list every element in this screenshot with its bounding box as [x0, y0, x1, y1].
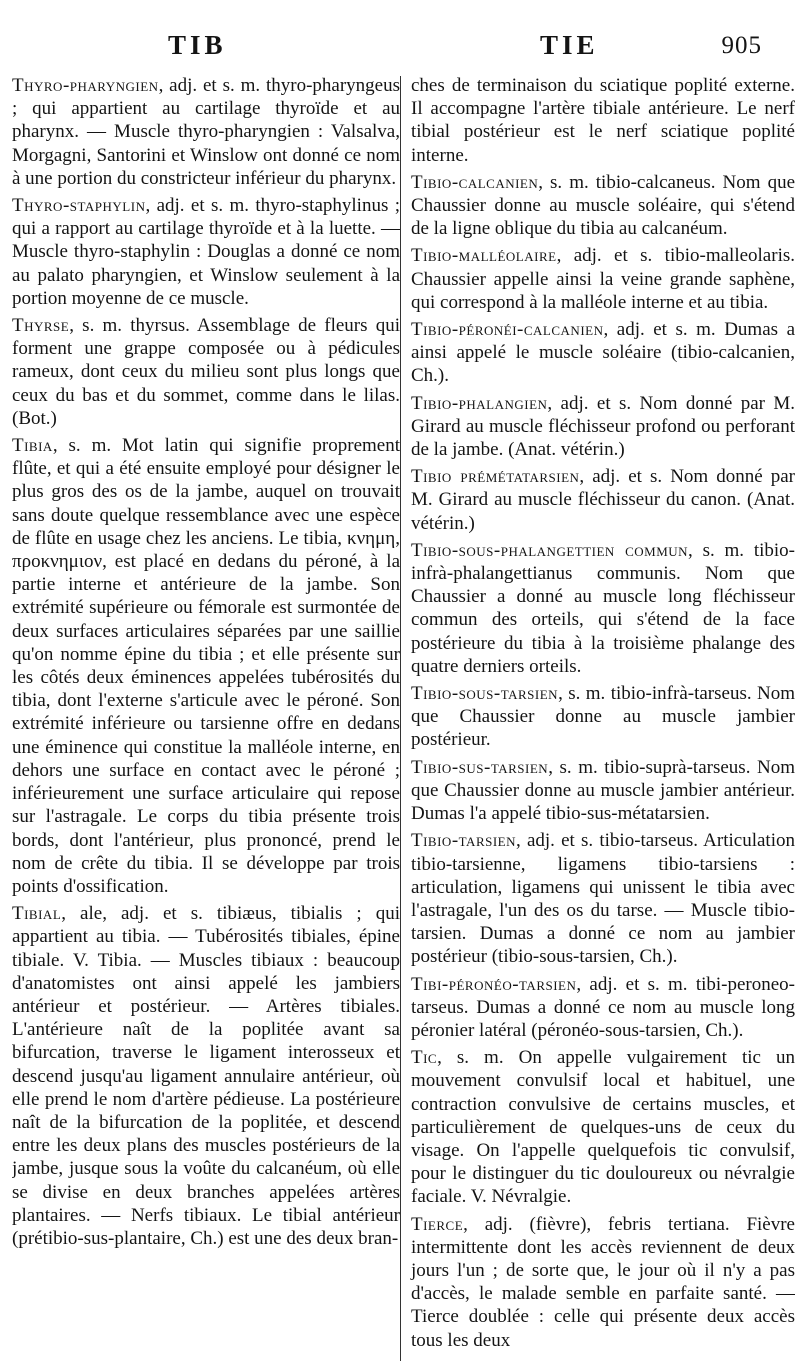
entry-headword: Tibio-sous-tarsien [411, 683, 559, 705]
entry-headword: Tibi-péronéo-tarsien [411, 973, 577, 995]
dictionary-entry [407, 829, 795, 968]
dictionary-entry [12, 434, 400, 898]
dictionary-entry [407, 465, 795, 535]
entry-headword: Tibio-sous-phalangettien commun [411, 539, 689, 561]
entry-headword: Tibio prémétatarsien [411, 466, 580, 488]
entry-headword: Tibio-calcanien [411, 171, 539, 193]
entry-text: , s. m. On appelle vulgairement tic un mouvement convulsif local et habituel, une contraction convulsive de certains muscles, et particulièrement de quelques-uns de ceux du visage. On l'appelle quelquefois tic convulsif, pour le distinguer du tic douloureux ou névralgie faciale. V. Névralgie. [411, 1047, 795, 1208]
dictionary-entry [407, 973, 795, 1043]
column-rule [400, 76, 401, 1361]
entry-headword: Tibio-malléolaire [411, 245, 557, 267]
entry-headword: Tibial [12, 903, 62, 925]
running-head-center: TIE [540, 30, 599, 60]
entry-headword: Tierce [411, 1213, 464, 1235]
entry-headword: Tibia [12, 435, 53, 457]
running-header [0, 30, 800, 70]
entry-text: , adj. et s. tibio-malleolaris. Chaussier appelle ainsi la veine grande saphène, qui correspond à la malléole interne et au tibia. [411, 245, 795, 313]
entry-headword: Thyro-staphylin [12, 195, 146, 217]
entry-text: , s. m. tibio-infrà-phalangettianus communis. Nom que Chaussier a donné au muscle long fléchisseur commun des orteils, qui s'étend de la face postérieure du tibia à la troisième phalange des quatre derniers orteils. [411, 539, 795, 677]
dictionary-entry [12, 902, 400, 1250]
entry-text: , s. m. tibio-suprà-tarseus. Nom que Chaussier donne au muscle jambier antérieur. Dumas l'a appelé tibio-sus-métatarsien. [411, 756, 795, 825]
entry-text: , adj. et s. m. thyro-staphylinus ; qui a rapport au cartilage thyroïde et à la luette. — Muscle thyro-staphylin : Douglas a donné ce nom au palato pharyngien, et Winslow seulement à la portion moyenne de ce muscle. [12, 195, 400, 309]
entry-text: , adj. et s. tibio-tarseus. Articulation tibio-tarsienne, ligamens tibio-tarsiens : articulation, ligamens qui unissent le tibia avec l'astragale, l'un des os du tarse. — Muscle tibio-tarsien. Dumas a donné ce nom au jambier postérieur (tibio-sous-tarsien, Ch.). [411, 830, 795, 968]
dictionary-entry [407, 1213, 795, 1352]
entry-text: , s. m. tibio-infrà-tarseus. Nom que Chaussier donne au muscle jambier postérieur. [411, 683, 795, 751]
running-head-left: TIB [168, 30, 227, 60]
dictionary-entry [407, 1046, 795, 1208]
dictionary-entry [12, 194, 400, 310]
dictionary-entry [407, 392, 795, 462]
left-column [12, 74, 400, 1364]
dictionary-entry [407, 682, 795, 752]
dictionary-entry [407, 74, 795, 167]
dictionary-entry [407, 171, 795, 241]
entry-headword: Tibio-péronéi-calcanien [411, 319, 604, 341]
entry-text: , s. m. thyrsus. Assemblage de fleurs qui forment une grappe composée ou à pédicules rameux, dont ceux du milieu sont plus longs que ceux du bas et du sommet, comme dans le lilas. (Bot.) [12, 315, 400, 429]
dictionary-entry [12, 314, 400, 430]
entry-text: , adj. et s. m. Dumas a ainsi appelé le muscle soléaire (tibio-calcanien, Ch.). [411, 319, 795, 387]
entry-headword: Tibio-tarsien [411, 830, 516, 852]
entry-text: , adj. (fièvre), febris tertiana. Fièvre intermittente dont les accès reviennent de deux jours l'un ; de sorte que, le jour où il n'y a pas d'accès, le malade semble en parfaite santé. — Tierce doublée : celle qui présente deux accès tous les deux [411, 1213, 795, 1351]
entry-headword: Tic [411, 1047, 438, 1069]
entry-text: , adj. et s. Nom donné par M. Girard au muscle fléchisseur profond ou perforant de la jambe. (Anat. vétérin.) [411, 392, 795, 461]
entry-text: , adj. et s. m. thyro-pharyngeus ; qui appartient au cartilage thyroïde et au pharynx. — Muscle thyro-pharyngien : Valsalva, Morgagni, Santorini et Winslow ont donné ce nom à une portion du constricteur inférieur du pharynx. [12, 75, 400, 189]
entry-headword: Tibio-sus-tarsien [411, 756, 549, 778]
dictionary-entry [407, 539, 795, 678]
dictionary-entry [407, 756, 795, 826]
dictionary-entry [407, 244, 795, 314]
dictionary-entry [407, 318, 795, 388]
right-column [407, 74, 795, 1364]
entry-text: , adj. et s. m. tibi-peroneo-tarseus. Dumas a donné ce nom au muscle long péronier latéral (péronéo-sous-tarsien, Ch.). [411, 973, 795, 1041]
page-number: 905 [721, 32, 762, 59]
entry-headword: Thyro-pharyngien [12, 75, 159, 96]
entry-text: , adj. et s. Nom donné par M. Girard au muscle fléchisseur du canon. (Anat. vétérin.) [411, 466, 795, 534]
entry-headword: Tibio-phalangien [411, 392, 548, 414]
entry-text: , ale, adj. et s. tibiæus, tibialis ; qui appartient au tibia. — Tubérosités tibiales, épine tibiale. V. Tibia. — Muscles tibiaux : beaucoup d'anatomistes ont ainsi appelé les jambiers antérieur et postérieur. — Artères tibiales. L'antérieure naît de la poplitée avant sa bifurcation, traverse le ligament interosseux et descend jusqu'au ligament annulaire antérieur, où elle prend le nom d'artère pédieuse. La postérieure naît de la bifurcation de la poplitée, et descend entre les deux plans des muscles postérieurs de la jambe, jusque sous la voûte du calcanéum, où elle se divise en deux branches appelées artères plantaires. — Nerfs tibiaux. Le tibial antérieur (prétibio-sus-plantaire, Ch.) est une des deux bran- [12, 903, 400, 1249]
entry-text: , s. m. tibio-calcaneus. Nom que Chaussier donne au muscle soléaire, qui s'étend de la ligne oblique du tibia au calcanéum. [411, 171, 795, 240]
dictionary-entry [12, 74, 400, 190]
entry-text: ches de terminaison du sciatique poplité externe. Il accompagne l'artère tibiale antérieure. Le nerf tibial postérieur est le nerf sciatique poplité interne. [411, 75, 795, 166]
entry-headword: Thyrse [12, 315, 70, 337]
entry-text: , s. m. Mot latin qui signifie proprement flûte, et qui a été ensuite employé pour désigner le plus gros des os de la jambe, auquel on trouvait sans doute quelque ressemblance avec une espèce de flûte en usage chez les anciens. Le tibia, κνημη, προκνημιον, est placé en dedans du péroné, à la partie interne et antérieure de la jambe. Son extrémité supérieure ou fémorale est surmontée de deux surfaces articulaires séparées par une saillie qu'on nomme épine du tibia ; et elle présente sur les côtés deux éminences appelées tubérosités du tibia, dont l'externe s'articule avec le péroné. Son extrémité inférieure ou tarsienne offre en dedans une éminence qui constitue la malléole interne, en dehors une surface en contact avec le péroné ; inférieurement une surface articulaire qui repose sur l'astragale. Le corps du tibia présente trois bords, dont l'antérieur, plus prononcé, prend le nom de crête du tibia. Il se développe par trois points d'ossification. [12, 435, 400, 897]
